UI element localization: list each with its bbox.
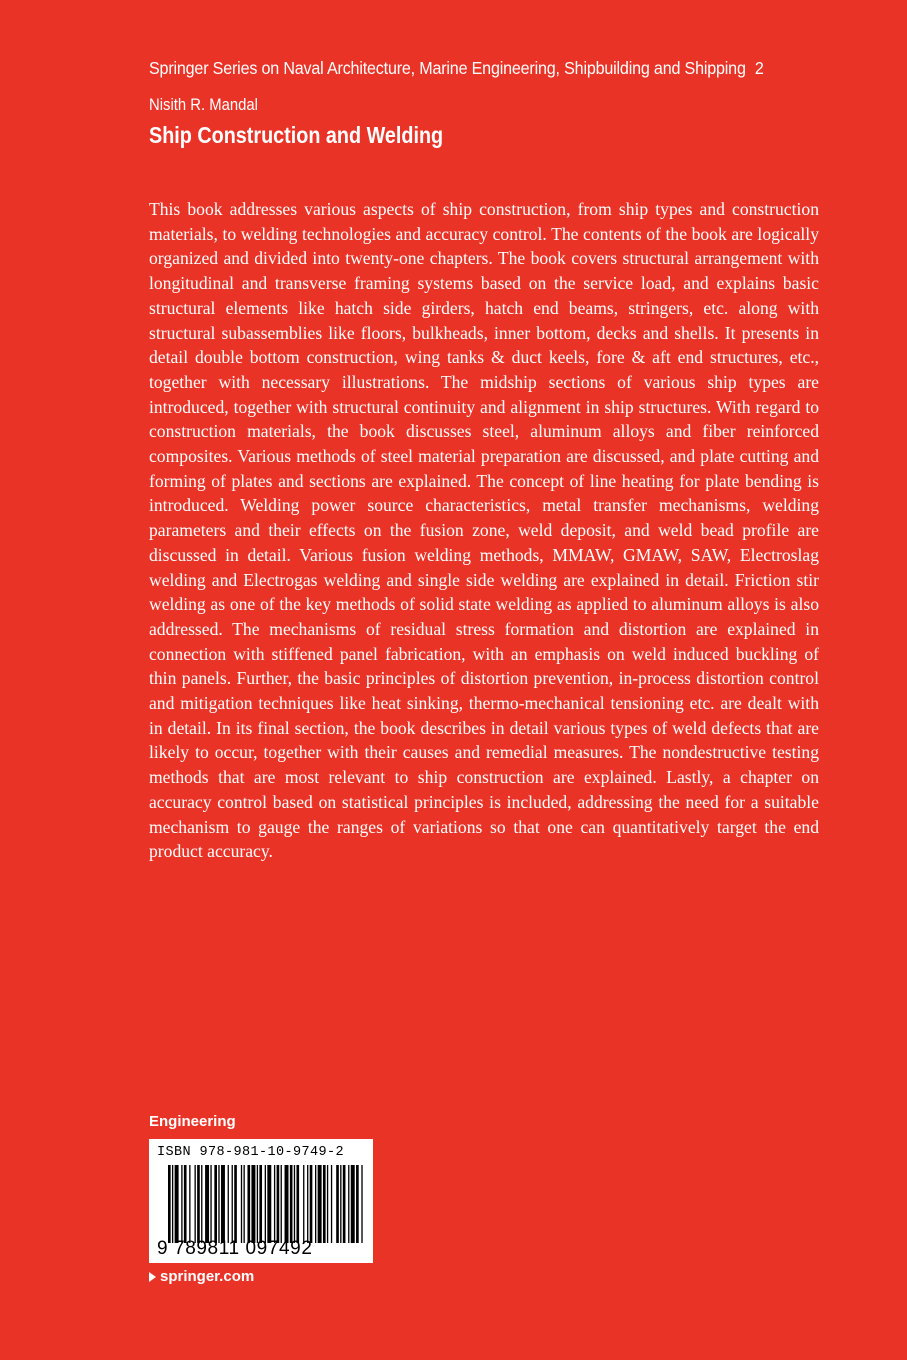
barcode-bar: [241, 1165, 242, 1243]
barcode-bar: [267, 1165, 271, 1243]
barcode-bar: [351, 1165, 355, 1243]
barcode-bars: [168, 1165, 364, 1243]
arrow-right-icon: [149, 1272, 156, 1282]
barcode-bar: [168, 1165, 171, 1243]
barcode-bar: [348, 1165, 349, 1243]
barcode-bar: [210, 1165, 211, 1243]
subject-category: Engineering: [149, 1113, 236, 1130]
barcode-bar: [296, 1165, 299, 1243]
barcode-bar: [243, 1165, 244, 1243]
barcode-bar: [274, 1165, 275, 1243]
barcode-bar: [285, 1165, 289, 1243]
barcode-bar: [281, 1165, 282, 1243]
barcode-bar: [247, 1165, 250, 1243]
barcode-bar: [205, 1165, 209, 1243]
barcode-area: [157, 1161, 365, 1259]
barcode-bar: [361, 1165, 362, 1243]
barcode-bar: [234, 1165, 237, 1243]
barcode-bar: [218, 1165, 219, 1243]
series-title: [149, 58, 775, 79]
barcode-bar: [175, 1165, 179, 1243]
barcode-bar: [327, 1165, 328, 1243]
barcode-bar: [184, 1165, 187, 1243]
barcode-bar: [277, 1165, 280, 1243]
barcode-bar: [356, 1165, 359, 1243]
barcode-bar: [228, 1165, 229, 1243]
barcode-bar: [194, 1165, 195, 1243]
barcode-bar: [181, 1165, 182, 1243]
series-number: 2: [754, 58, 764, 78]
barcode-bar: [197, 1165, 200, 1243]
barcode-bar: [331, 1165, 332, 1243]
barcode-bar: [232, 1165, 233, 1243]
barcode-bar: [251, 1165, 255, 1243]
barcode-bar: [336, 1165, 339, 1243]
barcode-bar: [315, 1165, 316, 1243]
website-label: springer.com: [160, 1268, 255, 1285]
author-name: Nisith R. Mandal: [149, 96, 258, 114]
barcode-bar: [265, 1165, 266, 1243]
barcode-bar: [310, 1165, 313, 1243]
isbn-number: ISBN 978-981-10-9749-2: [157, 1145, 345, 1160]
book-title: Ship Construction and Welding: [149, 122, 444, 148]
barcode-bar: [290, 1165, 293, 1243]
barcode-bar: [214, 1165, 217, 1243]
ean-digits: 9 789811 097492: [157, 1238, 313, 1259]
barcode-bar: [294, 1165, 295, 1243]
barcode-bar: [323, 1165, 326, 1243]
series-name: Springer Series on Naval Architecture, Marine Engineering, Shipbuilding and Shipping: [149, 58, 746, 78]
barcode-bar: [189, 1165, 190, 1243]
barcode-bar: [303, 1165, 304, 1243]
publisher-website[interactable]: [149, 1268, 254, 1285]
book-description: This book addresses various aspects of ship construction, from ship types and construction materials, to welding technologies and accuracy control. The contents of the book are logically organized and divided into twenty-one chapters. The book covers structural arrangement with longitudinal and transverse framing systems based on the service load, and explains basic structural elements like hatch side girders, hatch end beams, stringers, etc. along with structural subassemblies like floors, bulkheads, inner bottom, decks and shells. It presents in detail double bottom construction, wing tanks & duct keels, fore & aft end structures, etc., together with necessary illustrations. The midship sections of various ship types are introduced, together with structural continuity and alignment in ship structures. With regard to construction materials, the book discusses steel, aluminum alloys and fiber reinforced composites. Various methods of steel material preparation are discussed, and plate cutting and forming of plates and sections are explained. The concept of line heating for plate bending is introduced. Welding power source characteristics, metal transfer mechanisms, welding parameters and their effects on the fusion zone, weld deposit, and weld bead profile are discussed in detail. Various fusion welding methods, MMAW, GMAW, SAW, Electroslag welding and Electrogas welding and single side welding are explained in detail. Friction stir welding as one of the key methods of solid state welding as applied to aluminum alloys is also addressed. The mechanisms of residual stress formation and distortion are explained in connection with stiffened panel fabrication, with an emphasis on weld induced buckling of thin panels. Further, the basic principles of distortion prevention, in-process distortion control and mitigation techniques like heat sinking, thermo-mechanical tensioning etc. are dealt with in detail. In its final section, the book describes in detail various types of weld defects that are likely to occur, together with their causes and remedial measures. The nondestructive testing methods that are most relevant to ship construction are explained. Lastly, a chapter on accuracy control based on statistical principles is included, addressing the need for a suitable mechanism to gauge the ranges of variations so that one can quantitatively target the end product accuracy.: [149, 199, 819, 862]
barcode-bar: [221, 1165, 225, 1243]
barcode-bar: [259, 1165, 262, 1243]
barcode-bar: [257, 1165, 258, 1243]
barcode-bar: [340, 1165, 341, 1243]
isbn-barcode: [149, 1139, 373, 1263]
barcode-bar: [318, 1165, 322, 1243]
barcode-bar: [201, 1165, 202, 1243]
barcode-bar: [172, 1165, 173, 1243]
barcode-bar: [343, 1165, 346, 1243]
barcode-bar: [307, 1165, 308, 1243]
